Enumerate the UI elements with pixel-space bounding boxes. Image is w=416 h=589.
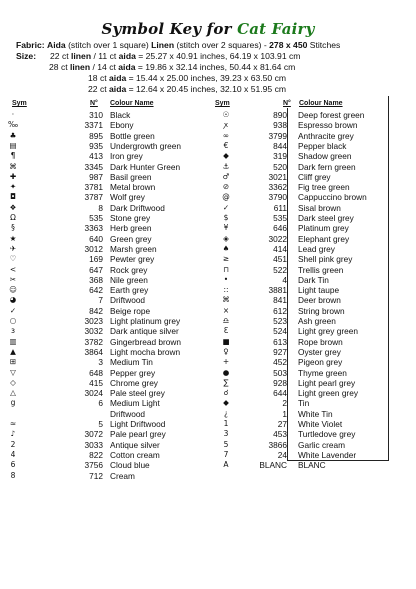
symbol-glyph: ■ [222, 336, 230, 346]
colour-number: 3032 [84, 326, 103, 337]
colour-name: Fig tree green [298, 182, 350, 193]
size-dimensions: = 25.27 x 40.91 inches, 64.19 x 103.91 cm [138, 51, 301, 61]
colour-number: 413 [89, 151, 103, 162]
colour-name: Dark Tin [298, 274, 329, 285]
colour-name: Ebony [110, 120, 134, 131]
colour-number: 6 [98, 398, 103, 409]
colour-name: Nile green [110, 274, 148, 285]
symbol-glyph: ◈ [223, 233, 229, 243]
colour-number: 3799 [268, 130, 287, 141]
right-column-border [287, 108, 288, 460]
size-line [88, 73, 416, 84]
colour-number: 5 [98, 419, 103, 429]
colour-name: Light platinum grey [110, 316, 181, 326]
colour-name: Green grey [110, 233, 152, 244]
colour-name: White Tin [298, 408, 333, 419]
colour-number: 3033 [84, 439, 103, 450]
symbol-glyph: ○ [9, 316, 17, 325]
colour-number: 3022 [268, 233, 287, 244]
symbol-glyph: $ [223, 213, 229, 222]
colour-name: Marsh green [110, 243, 157, 254]
colour-number: 1 [282, 408, 287, 419]
fabric-label: Fabric: [16, 40, 45, 50]
size-fabric-2: aida [109, 73, 127, 83]
colour-number: 987 [89, 171, 103, 182]
colour-name: Cappuccino brown [298, 192, 367, 203]
colour-number: 3371 [84, 120, 103, 131]
symbol-glyph: § [11, 223, 15, 233]
colour-number: 522 [273, 264, 287, 275]
size-fabric-2: aida [118, 62, 136, 72]
symbol-glyph: @ [222, 192, 230, 202]
symbol-glyph: ◇ [10, 377, 16, 387]
colour-name: BLANC [298, 460, 326, 471]
symbol-glyph: ▤ [9, 140, 17, 150]
colour-name: Pewter grey [110, 254, 155, 265]
colour-name: Sisal brown [298, 202, 341, 213]
colour-number: 368 [89, 274, 103, 285]
colour-number: 3024 [84, 388, 103, 399]
colour-name: Elephant grey [298, 233, 350, 244]
size-line [50, 51, 416, 62]
size-count-2: 18 ct [88, 73, 107, 83]
colour-name: Shell pink grey [298, 254, 353, 265]
colour-name: Thyme green [298, 367, 347, 378]
colour-number: 535 [89, 213, 103, 223]
symbol-glyph: ⊓ [223, 264, 229, 274]
colour-number: 3782 [84, 336, 103, 347]
symbol-glyph: ❖ [9, 202, 17, 212]
symbol-glyph: ✂ [9, 274, 17, 284]
colour-number: 935 [89, 140, 103, 151]
right-header-sym: Sym [215, 100, 230, 107]
page-title [0, 20, 416, 38]
symbol-glyph: ✚ [9, 171, 17, 181]
colour-number: 3362 [268, 182, 287, 193]
stitch-count-suffix: Stitches [309, 40, 341, 50]
colour-name: Light grey green [298, 326, 358, 337]
colour-name: Turtledove grey [298, 429, 356, 440]
symbol-glyph: ◕ [9, 295, 17, 305]
colour-number: 535 [273, 213, 287, 223]
size-count: 28 ct [49, 62, 68, 72]
colour-number: 3023 [84, 316, 103, 326]
colour-name: Deer brown [298, 295, 341, 306]
colour-number: 7 [98, 295, 103, 306]
colour-name: Rock grey [110, 264, 148, 275]
colour-number: 648 [89, 367, 103, 378]
symbol-glyph: 1 [223, 419, 229, 428]
colour-number: 3881 [268, 285, 287, 296]
colour-number: 3781 [84, 182, 103, 193]
symbol-glyph: ‰ [7, 120, 19, 130]
symbol-glyph: ★ [9, 233, 17, 243]
size-fabric: linen [70, 62, 91, 72]
colour-name: White Lavender [298, 449, 357, 460]
fabric-linen-note: (stitch over 2 squares) - [176, 40, 267, 50]
symbol-glyph: ⚓ [222, 161, 230, 171]
colour-name: Beige rope [110, 305, 151, 316]
symbol-glyph: ◘ [10, 192, 16, 202]
colour-number: 451 [273, 254, 287, 265]
symbol-glyph: ✓ [9, 305, 17, 315]
symbol-glyph: A [223, 460, 229, 470]
size-dimensions: = 12.64 x 20.45 inches, 32.10 x 51.95 cm [128, 84, 287, 94]
colour-number: 3072 [84, 429, 103, 440]
size-fabric: linen [71, 51, 92, 61]
symbol-glyph: ◆ [223, 151, 229, 161]
colour-name: White Violet [298, 419, 343, 429]
colour-name: Deep forest green [298, 110, 365, 120]
colour-number: 644 [273, 388, 287, 399]
stitch-count: 278 x 450 [269, 40, 308, 50]
colour-number: 169 [89, 254, 103, 265]
colour-number: 452 [273, 357, 287, 368]
colour-name: Espresso brown [298, 120, 358, 131]
size-line [49, 62, 416, 73]
symbol-glyph: ⌘ [222, 295, 230, 305]
colour-name: Dark steel grey [298, 213, 354, 223]
colour-number: 3866 [268, 439, 287, 450]
colour-name: Cloud blue [110, 460, 150, 471]
colour-name: Dark Hunter Green [110, 161, 181, 172]
colour-number: 414 [273, 243, 287, 254]
symbol-glyph: ☉ [222, 110, 230, 119]
size-count-2: / 14 ct [92, 62, 116, 72]
colour-number: 4 [282, 274, 287, 285]
colour-name: Medium Tin [110, 357, 153, 368]
symbol-glyph: ≈ [9, 419, 17, 428]
symbol-glyph: • [223, 274, 229, 284]
colour-number: 27 [277, 419, 287, 429]
colour-number: 3345 [84, 161, 103, 172]
colour-name: Iron grey [110, 151, 143, 162]
colour-number: 523 [273, 316, 287, 326]
symbol-glyph: < [9, 264, 17, 274]
symbol-glyph: ≥ [222, 254, 230, 264]
colour-number: 3864 [84, 346, 103, 357]
colour-name: Cream [110, 470, 135, 481]
colour-number: 2 [282, 398, 287, 409]
colour-number: 927 [273, 346, 287, 357]
colour-number: 842 [89, 305, 103, 316]
symbol-glyph: ⊞ [9, 357, 17, 367]
colour-number: 524 [273, 326, 287, 337]
colour-number: 646 [273, 223, 287, 234]
colour-number: 928 [273, 377, 287, 388]
symbol-glyph: ꭗ [224, 120, 228, 130]
colour-name: Metal brown [110, 182, 156, 193]
size-dimensions: = 19.86 x 32.14 inches, 50.44 x 81.64 cm [137, 62, 296, 72]
symbol-glyph: Ω [10, 213, 16, 222]
colour-number: 3756 [84, 460, 103, 471]
symbol-glyph: 4 [10, 449, 16, 459]
colour-name: Driftwood [110, 295, 146, 306]
colour-name: Basil green [110, 171, 152, 182]
colour-name: Light green grey [298, 388, 358, 399]
symbol-glyph: 5 [223, 439, 229, 449]
colour-number: 520 [273, 161, 287, 172]
symbol-glyph: ♀ [223, 346, 229, 356]
colour-name: String brown [298, 305, 345, 316]
colour-name: Light pearl grey [298, 377, 356, 388]
colour-number: 453 [273, 429, 287, 440]
colour-number: 822 [89, 449, 103, 460]
symbol-glyph: 8 [10, 470, 16, 480]
colour-name: Medium Light Driftwood [110, 398, 160, 419]
colour-number: 611 [273, 202, 287, 213]
colour-name: Dark Driftwood [110, 202, 165, 213]
colour-name: Dark fern green [298, 161, 356, 172]
colour-number: 3790 [268, 192, 287, 203]
colour-name: Earth grey [110, 285, 149, 296]
colour-name: Light mocha brown [110, 346, 181, 357]
symbol-glyph: € [223, 140, 229, 150]
colour-name: Pigeon grey [298, 357, 343, 368]
colour-number: 895 [89, 130, 103, 141]
symbol-glyph: ∑ [223, 377, 229, 387]
symbol-glyph: ♎ [222, 316, 230, 325]
colour-number: 712 [89, 470, 103, 481]
symbol-glyph: ¿ [224, 408, 228, 418]
colour-name: Stone grey [110, 213, 151, 223]
symbol-glyph: + [222, 357, 230, 367]
colour-name: Cliff grey [298, 171, 331, 182]
symbol-glyph: ☺ [9, 285, 17, 295]
symbol-glyph: ¶ [10, 151, 16, 161]
symbol-glyph: ⊘ [222, 182, 230, 192]
symbol-glyph: ✦ [9, 182, 17, 192]
colour-name: Bottle green [110, 130, 155, 141]
colour-number: 3 [98, 357, 103, 368]
colour-name: Undergrowth green [110, 140, 182, 151]
colour-number: 3787 [84, 192, 103, 203]
symbol-glyph: 3 [223, 429, 229, 439]
size-dimensions: = 15.44 x 25.00 inches, 39.23 x 63.50 cm [128, 73, 287, 83]
symbol-glyph: ♪ [10, 429, 16, 439]
symbol-glyph: ▽ [10, 367, 16, 377]
symbol-glyph: · [11, 110, 15, 119]
symbol-glyph: ▲ [10, 346, 16, 356]
colour-name: Antique silver [110, 439, 160, 450]
fabric-aida-note: (stitch over 1 square) [68, 40, 149, 50]
colour-name: Pale steel grey [110, 388, 165, 399]
colour-name: Wolf grey [110, 192, 145, 203]
symbol-glyph: ● [222, 367, 230, 377]
size-label: Size: [16, 51, 37, 61]
size-count-2: 22 ct [88, 84, 107, 94]
size-count-2: / 11 ct [93, 51, 117, 61]
symbol-glyph: ✈ [9, 243, 17, 253]
colour-name: Light Driftwood [110, 419, 166, 429]
colour-name: Gingerbread brown [110, 336, 182, 347]
colour-number: 3021 [268, 171, 287, 182]
symbol-glyph: 7 [223, 449, 229, 459]
colour-name: Trellis green [298, 264, 344, 275]
symbol-glyph: × [222, 305, 230, 315]
colour-number: 3363 [84, 223, 103, 234]
colour-number: 24 [277, 449, 287, 460]
symbol-glyph: :: [223, 285, 229, 295]
colour-number: 503 [273, 367, 287, 378]
symbol-glyph: 2 [10, 439, 16, 449]
symbol-glyph: ∞ [222, 130, 230, 140]
colour-name: Shadow green [298, 151, 352, 162]
colour-number: 8 [98, 202, 103, 213]
colour-number: 3012 [84, 243, 103, 254]
symbol-glyph: △ [10, 388, 16, 398]
symbol-glyph: ▥ [9, 336, 17, 346]
left-header-num: N° [90, 100, 98, 107]
colour-name: Pepper black [298, 140, 347, 151]
symbol-glyph: ☌ [223, 388, 229, 398]
colour-name: Rope brown [298, 336, 343, 347]
colour-number: 612 [273, 305, 287, 316]
title-part-2: Cat Fairy [237, 20, 315, 38]
colour-number: 415 [89, 377, 103, 388]
colour-name: Dark antique silver [110, 326, 179, 337]
colour-number: 319 [273, 151, 287, 162]
size-count: 22 ct [50, 51, 69, 61]
colour-number: 647 [89, 264, 103, 275]
colour-number: 640 [89, 233, 103, 244]
fabric-line [16, 40, 416, 51]
size-fabric-2: aida [118, 51, 136, 61]
colour-name: Anthracite grey [298, 130, 354, 141]
symbol-glyph: g [10, 398, 16, 408]
left-header-sym: Sym [12, 100, 27, 107]
colour-name: Pepper grey [110, 367, 156, 378]
colour-name: Tin [298, 398, 310, 409]
colour-number: 938 [273, 120, 287, 131]
colour-name: Platinum grey [298, 223, 349, 234]
symbol-glyph: ♡ [9, 254, 17, 264]
colour-number: 844 [273, 140, 287, 151]
symbol-glyph: 6 [10, 460, 16, 470]
symbol-glyph: ◆ [223, 398, 229, 408]
colour-name: Herb green [110, 223, 152, 234]
colour-name: Ash green [298, 316, 336, 326]
colour-name: Black [110, 110, 131, 120]
fabric-linen: Linen [151, 40, 175, 50]
left-header-name: Colour Name [110, 100, 154, 107]
colour-name: Garlic cream [298, 439, 346, 450]
size-fabric-2: aida [109, 84, 127, 94]
colour-number: 310 [89, 110, 103, 120]
symbol-glyph: ♂ [222, 171, 230, 181]
title-part-1: Symbol Key for [101, 20, 232, 38]
colour-name: Pale pearl grey [110, 429, 166, 440]
colour-name: Oyster grey [298, 346, 341, 357]
colour-number: BLANC [259, 460, 287, 471]
colour-number: 890 [273, 110, 287, 120]
symbol-glyph: ✓ [222, 202, 230, 212]
colour-name: Cotton cream [110, 449, 160, 460]
right-header-num: N° [283, 100, 291, 107]
symbol-glyph: ♠ [222, 243, 230, 253]
colour-number: 642 [89, 285, 103, 296]
fabric-aida: Aida [47, 40, 66, 50]
colour-name: Lead grey [298, 243, 335, 254]
right-header-name: Colour Name [299, 100, 343, 107]
symbol-glyph: ɜ [11, 326, 15, 336]
size-line [88, 84, 416, 95]
colour-number: 841 [273, 295, 287, 306]
symbol-glyph: ⌘ [9, 161, 17, 171]
symbol-glyph: ¥ [223, 223, 229, 233]
right-column-border [388, 96, 389, 460]
symbol-glyph: Ɛ [223, 326, 229, 336]
colour-number: 613 [273, 336, 287, 347]
symbol-glyph: ♣ [9, 130, 17, 140]
colour-name: Chrome grey [110, 377, 158, 388]
colour-name: Light taupe [298, 285, 340, 296]
